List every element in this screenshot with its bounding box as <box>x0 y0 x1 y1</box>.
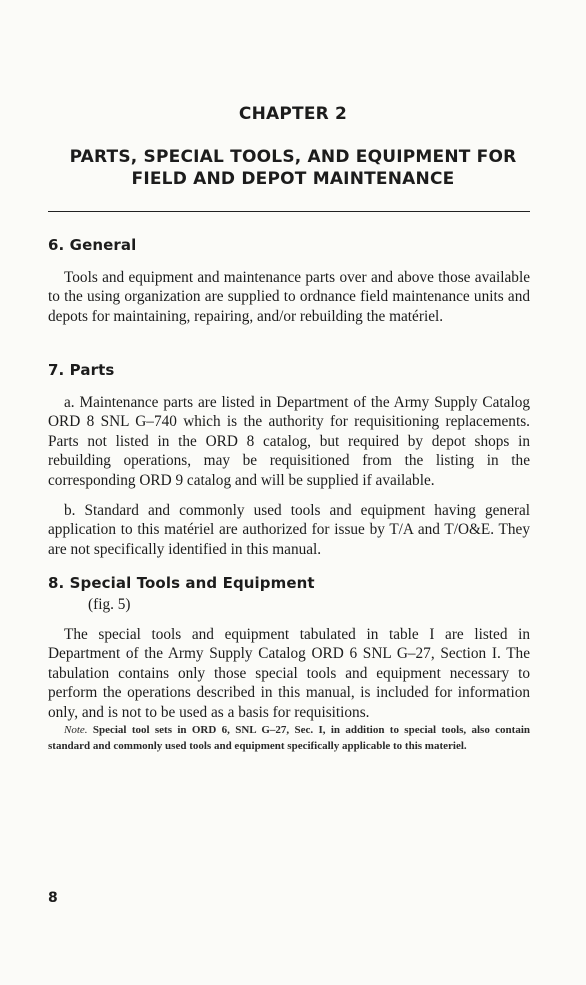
section-general-paragraph: Tools and equipment and maintenance parts over and above those available to the using organization are supplied to ordnance field maintenance units and depots for maintaining, repairing, and/or rebuilding the matériel. <box>48 269 530 325</box>
section-parts-paragraph-a: a. Maintenance parts are listed in Department of the Army Supply Catalog ORD 8 SNL G–740 which is the authority for requisitioning replacements. Parts not listed in the ORD 8 catalog, but required by depot shops in rebuilding operations, may be requisitioned from the listing in the corresponding ORD 9 catalog and will be supplied if available. <box>48 394 530 489</box>
section-heading-parts: 7. Parts <box>48 361 115 379</box>
note-text: Special tool sets in ORD 6, SNL G–27, Sec. I, in addition to special tools, also contain standard and commonly used tools and equipment specifically applicable to this materiel. <box>48 724 531 752</box>
chapter-title: PARTS, SPECIAL TOOLS, AND EQUIPMENT FOR FIELD AND DEPOT MAINTENANCE <box>69 147 517 189</box>
section-parts-paragraph-b: b. Standard and commonly used tools and equipment having general application to this matériel are authorized for issue by T/A and T/O&E. They are not specifically identified in this manual. <box>48 502 530 558</box>
section-heading-special-tools: 8. Special Tools and Equipment <box>48 574 315 592</box>
section-special-tools-paragraph: The special tools and equipment tabulated in table I are listed in Department of the Army Supply Catalog ORD 6 SNL G–27, Section I. The tabulation contains only those special tools and equipment necessary to perform the operations described in this manual, is included for information only, and is not to be used as a basis for requisitions. <box>48 626 530 721</box>
chapter-number: CHAPTER 2 <box>238 104 348 124</box>
title-divider <box>48 211 530 212</box>
note-label: Note. <box>64 724 88 736</box>
page-number: 8 <box>48 890 58 906</box>
section-heading-general: 6. General <box>48 236 137 254</box>
note <box>48 723 530 754</box>
section-figure-reference: (fig. 5) <box>88 596 131 613</box>
